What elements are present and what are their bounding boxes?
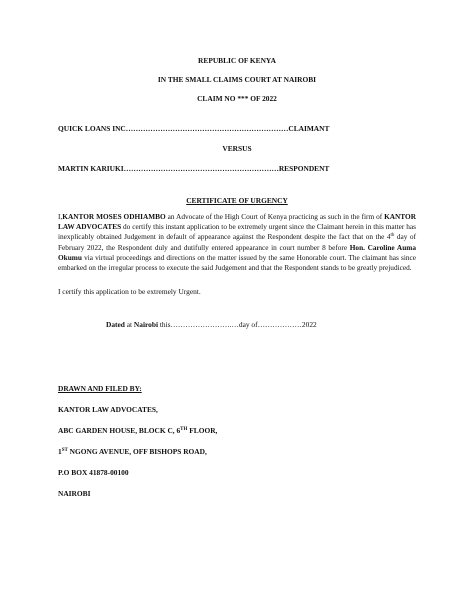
address-2-post: NGONG AVENUE, OFF BISHOPS ROAD, (67, 447, 207, 456)
city: NAIROBI (58, 489, 91, 498)
at-word: at (124, 320, 134, 329)
address-line-1 (58, 426, 217, 435)
certify-line: I certify this application to be extremely Urgent. (58, 287, 201, 296)
heading-claim-no: CLAIM NO *** OF 2022 (197, 94, 277, 103)
respondent-line: MARTIN KARIUKI………………………………………………………RESPONDENT (58, 164, 330, 173)
para-end: via virtual proceedings and directions on the matter issued by the same Honorable court. The claimant has since embarked on the irregular process to execute the said Judgement and that the Respondent stands to be greatly prejudiced. (58, 252, 416, 273)
heading-court: IN THE SMALL CLAIMS COURT AT NAIROBI (157, 75, 317, 84)
dated-place: Nairobi (133, 320, 159, 329)
judge-name: Hon. Caroline Auma Okumu (58, 242, 416, 262)
drawn-title: DRAWN AND FILED BY: (58, 384, 142, 393)
advocate-name: KANTOR MOSES ODHIAMBO (62, 212, 166, 221)
para-superscript: th (390, 233, 395, 239)
para-mid3: day of February 2022, the Respondent duly and dutifully entered appearance in court number 8 before (58, 232, 416, 252)
dated-line (106, 320, 317, 329)
para-start: I, (58, 212, 63, 221)
heading-republic: REPUBLIC OF KENYA (198, 56, 276, 65)
versus-label: VERSUS (222, 144, 252, 153)
address-2-pre: 1 (58, 447, 62, 456)
firm-name: KANTOR LAW ADVOCATES (58, 212, 416, 232)
address-2-sup: ST (61, 448, 68, 453)
address-line-2 (58, 447, 207, 456)
certificate-paragraph (58, 212, 416, 273)
address-1-sup: TH (180, 427, 188, 432)
claimant-line: QUICK LOANS INC…………………………………………………………CLAIMANT (58, 124, 330, 133)
address-1-pre: ABC GARDEN HOUSE, BLOCK C, 6 (58, 426, 181, 435)
para-mid1: an Advocate of the High Court of Kenya practicing as such in the firm of (165, 212, 385, 221)
address-1-post: FLOOR, (187, 426, 218, 435)
dated-rest: this…………………….…day of………………2022 (158, 320, 317, 329)
certificate-title: CERTIFICATE OF URGENCY (186, 196, 288, 205)
drawn-firm: KANTOR LAW ADVOCATES, (58, 405, 158, 414)
dated-word: Dated (106, 320, 125, 329)
para-mid2: do certify this instant application to be extremely urgent since the Claimant herein in this matter has inexplicably obtained Judgement in default of appearance against the Respondent despite the fact that on the 4 (58, 222, 416, 242)
po-box: P.O BOX 41878-00100 (58, 468, 129, 477)
